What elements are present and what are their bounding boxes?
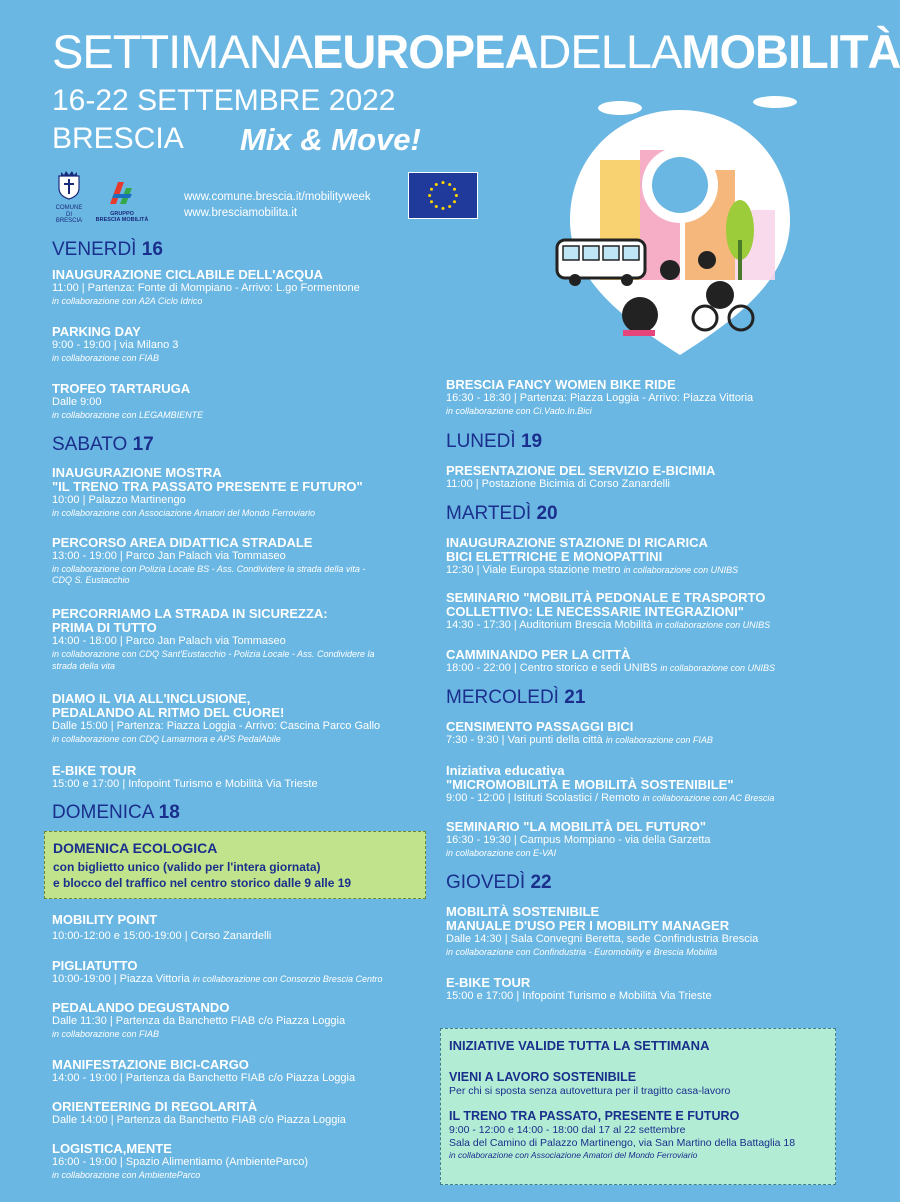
event-info: Dalle 11:30 | Partenza da Banchetto FIAB c/o Piazza Loggia <box>52 1015 346 1028</box>
event-collab: in collaborazione con UNIBS <box>623 565 739 576</box>
event-info: Dalle 14:00 | Partenza da Banchetto FIAB c/o Piazza Loggia <box>52 1114 346 1127</box>
title-part: DELLA <box>537 25 682 78</box>
day-number: 18 <box>158 802 180 823</box>
event-info <box>446 619 770 633</box>
event-item <box>446 378 753 417</box>
event-item <box>52 536 365 587</box>
event-title: CAMMINANDO PER LA CITTÀ <box>446 647 631 662</box>
event-collab: in collaborazione con Confindustria - Euromobility e Brescia Mobilità <box>446 946 718 957</box>
event-info-text: 12:30 | Viale Europa stazione metro <box>446 564 621 577</box>
event-info: 15:00 e 17:00 | Infopoint Turismo e Mobilità Via Trieste <box>52 778 318 791</box>
box-subtitle <box>53 860 417 891</box>
event-item <box>446 976 712 1004</box>
event-title: BICI ELETTRICHE E MONOPATTINI <box>446 549 663 565</box>
event-info: 16:30 - 18:30 | Partenza: Piazza Loggia - Arrivo: Piazza Vittoria <box>446 392 754 405</box>
event-title: LOGISTICA,MENTE <box>52 1141 172 1156</box>
event-info: 16:30 - 19:30 | Campus Mompiano - via della Garzetta <box>446 834 711 847</box>
day-number: 19 <box>520 431 543 452</box>
event-collab: in collaborazione con LEGAMBIENTE <box>52 409 204 420</box>
event-dates: 16-22 SETTEMBRE 2022 <box>52 84 396 117</box>
event-info-text: 14:30 - 17:30 | Auditorium Brescia Mobilità <box>446 619 653 632</box>
event-item <box>446 464 715 492</box>
city-name: BRESCIA <box>52 122 184 155</box>
event-info-text: 9:00 - 12:00 | Istituti Scolastici / Remoto <box>446 792 640 805</box>
box-title: DOMENICA ECOLOGICA <box>53 840 218 856</box>
link-bresciamobilita[interactable]: www.bresciamobilita.it <box>184 206 298 219</box>
event-item <box>52 692 380 746</box>
event-title: COLLETTIVO: LE NECESSARIE INTEGRAZIONI" <box>446 604 744 620</box>
event-collab: in collaborazione con FIAB <box>52 1028 160 1039</box>
event-title: INAUGURAZIONE STAZIONE DI RICARICA <box>446 535 708 550</box>
day-domenica <box>52 803 180 822</box>
event-item <box>52 607 375 672</box>
event-item <box>446 905 758 959</box>
day-name: LUNEDÌ <box>446 431 516 452</box>
initiative-title: IL TRENO TRA PASSATO, PRESENTE E FUTURO <box>449 1108 740 1123</box>
comune-text: BRESCIA <box>55 218 83 225</box>
event-info-text: 18:00 - 22:00 | Centro storico e sedi UNIBS <box>446 662 658 675</box>
event-collab: in collaborazione con FIAB <box>605 735 713 746</box>
event-collab: in collaborazione con CDQ Lamarmora e APS PedalAbile <box>52 733 281 744</box>
event-collab: in collaborazione con UNIBS <box>660 663 775 674</box>
event-title: TROFEO TARTARUGA <box>52 381 191 396</box>
event-title: PRIMA DI TUTTO <box>52 620 157 636</box>
event-title: MANIFESTAZIONE BICI-CARGO <box>52 1057 249 1072</box>
day-name: MARTEDÌ <box>446 503 532 524</box>
day-name: MERCOLEDÌ <box>446 687 559 708</box>
event-collab: in collaborazione con Consorzio Brescia Centro <box>192 974 383 985</box>
link-comune[interactable]: www.comune.brescia.it/mobilityweek <box>184 191 371 203</box>
event-item <box>52 913 271 944</box>
event-item <box>52 466 363 520</box>
domenica-ecologica-box <box>44 831 426 899</box>
event-collab: in collaborazione con Ci.Vado.In.Bici <box>446 405 592 416</box>
title-part: SETTIMANA <box>52 25 312 78</box>
event-title: PERCORRIAMO LA STRADA IN SICUREZZA: <box>52 606 328 621</box>
event-title: DIAMO IL VIA ALL'INCLUSIONE, <box>52 691 251 706</box>
day-sabato <box>52 435 154 454</box>
event-collab: in collaborazione con UNIBS <box>655 620 771 631</box>
brescia-mobilita-logo <box>92 180 152 223</box>
event-item <box>52 1058 355 1086</box>
event-item <box>446 764 774 806</box>
gruppo-text: GRUPPO <box>110 211 134 217</box>
event-item <box>446 591 770 633</box>
day-mercoledi <box>446 688 585 707</box>
event-title: PERCORSO AREA DIDATTICA STRADALE <box>52 535 313 550</box>
event-title: PEDALANDO DEGUSTANDO <box>52 1000 230 1015</box>
day-martedi <box>446 504 558 523</box>
event-title: PEDALANDO AL RITMO DEL CUORE! <box>52 705 285 721</box>
title-part: EUROPEA <box>311 25 538 78</box>
event-info: 10:00-12:00 e 15:00-19:00 | Corso Zanardelli <box>52 930 272 943</box>
event-info: 14:00 - 18:00 | Parco Jan Palach via Tommaseo <box>52 635 286 648</box>
event-title: MOBILITY POINT <box>52 912 158 927</box>
website-links <box>184 190 371 221</box>
event-item <box>52 382 203 421</box>
event-info <box>446 734 713 748</box>
event-collab: in collaborazione con Associazione Amatori del Mondo Ferroviario <box>52 507 315 518</box>
weekly-initiatives-box <box>440 1028 836 1185</box>
event-title: INAUGURAZIONE CICLABILE DELL'ACQUA <box>52 267 324 282</box>
event-info <box>446 792 774 806</box>
initiative-info: Sala del Camino di Palazzo Martinengo, via San Martino della Battaglia 18 <box>449 1136 796 1149</box>
initiative-collab: in collaborazione con Associazione Amatori del Mondo Ferroviario <box>449 1149 698 1160</box>
event-info-text: 7:30 - 9:30 | Vari punti della città <box>446 734 603 747</box>
event-item <box>446 648 775 676</box>
event-title: SEMINARIO "LA MOBILITÀ DEL FUTURO" <box>446 819 707 834</box>
brescia-mobilita-mark-icon <box>106 180 138 206</box>
event-collab: in collaborazione con FIAB <box>52 352 160 363</box>
mobility-map-pin-illustration <box>545 90 815 370</box>
event-info: 9:00 - 19:00 | via Milano 3 <box>52 339 179 352</box>
event-title: "MICROMOBILITÀ E MOBILITÀ SOSTENIBILE" <box>446 777 734 793</box>
event-collab: in collaborazione con Polizia Locale BS - Ass. Condividere la strada della vita - <box>52 563 366 574</box>
day-number: 20 <box>536 503 558 524</box>
event-info: 10:00 | Palazzo Martinengo <box>52 494 186 507</box>
event-item <box>446 820 711 859</box>
event-info: 16:00 - 19:00 | Spazio Alimentiamo (AmbienteParco) <box>52 1156 308 1169</box>
event-info <box>446 564 738 578</box>
box-subtitle-line: e blocco del traffico nel centro storico dalle 9 alle 19 <box>53 875 352 890</box>
comune-text: COMUNE DI <box>55 205 83 218</box>
event-collab: in collaborazione con AC Brescia <box>642 793 775 804</box>
event-title: PARKING DAY <box>52 324 141 339</box>
event-item <box>52 1001 345 1040</box>
crest-icon <box>56 170 82 200</box>
day-name: DOMENICA <box>52 802 154 823</box>
comune-brescia-logo <box>52 170 86 225</box>
event-collab: in collaborazione con E-VAI <box>446 847 557 858</box>
event-info-text: 10:00-19:00 | Piazza Vittoria <box>52 973 190 986</box>
event-title: MOBILITÀ SOSTENIBILE <box>446 904 600 919</box>
event-item <box>52 268 360 307</box>
event-title: E-BIKE TOUR <box>446 975 531 990</box>
day-name: GIOVEDÌ <box>446 872 526 893</box>
event-item <box>446 720 713 748</box>
event-title: CENSIMENTO PASSAGGI BICI <box>446 719 634 734</box>
poster-title <box>52 25 900 78</box>
event-info <box>52 973 382 987</box>
day-venerdi <box>52 240 163 259</box>
event-title: E-BIKE TOUR <box>52 763 137 778</box>
event-info: 11:00 | Postazione Bicimia di Corso Zanardelli <box>446 478 670 491</box>
event-title: ORIENTEERING DI REGOLARITÀ <box>52 1099 258 1114</box>
initiative-title: VIENI A LAVORO SOSTENIBILE <box>449 1070 637 1084</box>
event-info: 13:00 - 19:00 | Parco Jan Palach via Tommaseo <box>52 550 286 563</box>
event-info: 14:00 - 19:00 | Partenza da Banchetto FIAB c/o Piazza Loggia <box>52 1072 356 1085</box>
day-number: 22 <box>530 872 552 893</box>
initiative-info: Per chi si sposta senza autovettura per il tragitto casa-lavoro <box>449 1084 731 1097</box>
event-info: 15:00 e 17:00 | Infopoint Turismo e Mobilità Via Trieste <box>446 990 712 1003</box>
event-title: Iniziativa educativa <box>446 763 565 778</box>
event-info: 11:00 | Partenza: Fonte di Mompiano - Arrivo: L.go Formentone <box>52 282 360 295</box>
title-part: MOBILITÀ <box>681 25 900 78</box>
day-number: 17 <box>132 434 154 455</box>
event-collab: in collaborazione con A2A Ciclo Idrico <box>52 295 203 306</box>
day-name: VENERDÌ <box>52 239 137 260</box>
day-number: 16 <box>141 239 163 260</box>
event-title: MANUALE D'USO PER I MOBILITY MANAGER <box>446 918 730 934</box>
event-item <box>52 1142 308 1181</box>
event-item <box>52 959 382 987</box>
event-info <box>446 662 775 676</box>
event-title: PRESENTAZIONE DEL SERVIZIO E-BICIMIA <box>446 463 716 478</box>
box-subtitle-line: con biglietto unico (valido per l'intera giornata) <box>53 860 321 875</box>
event-title: BRESCIA FANCY WOMEN BIKE RIDE <box>446 377 676 392</box>
day-giovedi <box>446 873 552 892</box>
day-name: SABATO <box>52 434 128 455</box>
event-item <box>52 325 178 364</box>
event-title: "IL TRENO TRA PASSATO PRESENTE E FUTURO" <box>52 479 363 495</box>
event-info: Dalle 9:00 <box>52 396 102 409</box>
event-title: PIGLIATUTTO <box>52 958 138 973</box>
box-title: INIZIATIVE VALIDE TUTTA LA SETTIMANA <box>449 1038 710 1053</box>
day-lunedi <box>446 432 542 451</box>
event-collab: in collaborazione con AmbienteParco <box>52 1169 201 1180</box>
event-title: SEMINARIO "MOBILITÀ PEDONALE E TRASPORTO <box>446 590 766 605</box>
event-title: INAUGURAZIONE MOSTRA <box>52 465 222 480</box>
event-info: Dalle 15:00 | Partenza: Piazza Loggia - Arrivo: Cascina Parco Gallo <box>52 720 381 733</box>
eu-flag-icon <box>408 172 478 219</box>
event-item <box>52 764 318 792</box>
event-collab: in collaborazione con CDQ Sant'Eustacchio - Polizia Locale - Ass. Condividere la <box>52 648 375 659</box>
initiative-info: 9:00 - 12:00 e 14:00 - 18:00 dal 17 al 22 settembre <box>449 1123 686 1136</box>
event-item <box>52 1100 346 1128</box>
day-number: 21 <box>564 687 586 708</box>
event-collab: CDQ S. Eustacchio <box>52 575 130 586</box>
event-info: Dalle 14:30 | Sala Convegni Beretta, sede Confindustria Brescia <box>446 933 759 946</box>
slogan: Mix & Move! <box>240 122 421 157</box>
event-collab: strada della vita <box>52 660 116 671</box>
event-item <box>446 536 738 578</box>
gruppo-text: BRESCIA MOBILITÀ <box>95 217 149 224</box>
